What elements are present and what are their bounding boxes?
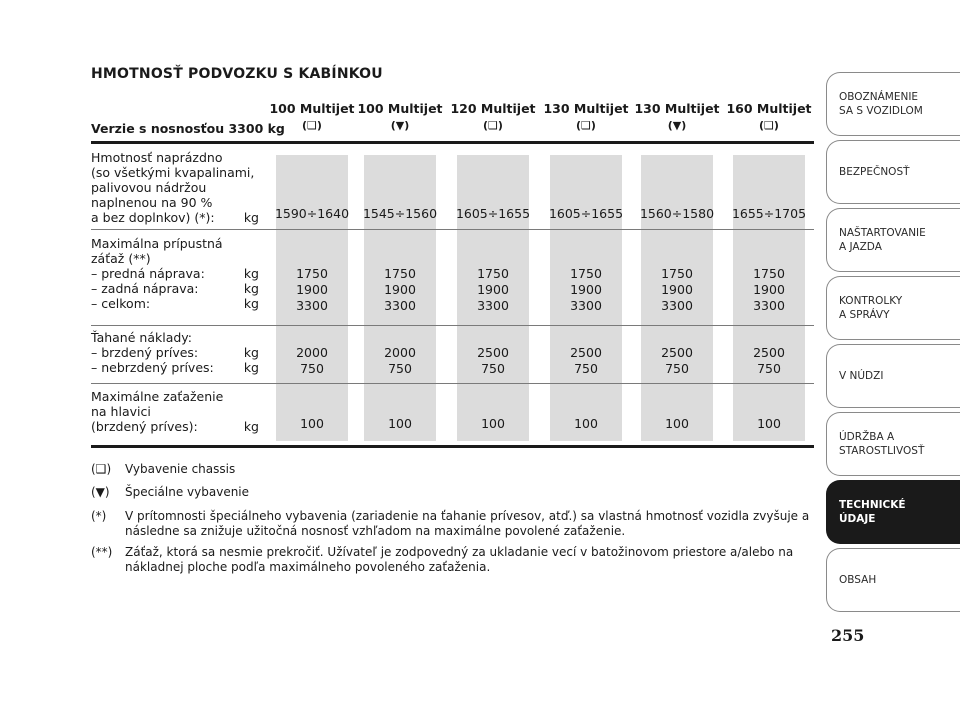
- unit-label: kg: [243, 345, 259, 360]
- value-empty-weight: 1590÷1640: [274, 206, 350, 221]
- footnote-text: Záťaž, ktorá sa nesmie prekročiť. Užívateľ je zodpovedný za ukladanie vecí v batožinovom priestore a/alebo na nákladnej ploche podľa maximálneho povoleného zaťaženia.: [125, 545, 794, 574]
- value-towing: 2500: [570, 345, 602, 360]
- value-payload: 1900: [477, 282, 509, 297]
- table-top-rule: [91, 141, 814, 144]
- sidebar-tab-label: OBSAH: [839, 574, 877, 586]
- value-towing: 2500: [477, 345, 509, 360]
- sidebar-tab-label: KONTROLKY A SPRÁVY: [839, 295, 903, 321]
- row-label-text: – predná náprava:: [91, 266, 205, 281]
- row-label-line: [91, 330, 259, 345]
- row-label-line: [91, 251, 259, 266]
- unit-label: kg: [243, 360, 259, 375]
- value-empty-weight: 1545÷1560: [362, 206, 438, 221]
- footnote: [91, 545, 811, 575]
- column-model: 100 Multijet: [357, 101, 443, 116]
- value-payload: 1900: [753, 282, 785, 297]
- value-empty-weight: 1605÷1655: [455, 206, 531, 221]
- column-equipment-mark: (▼): [390, 119, 410, 132]
- row-label-hitch-load: [91, 389, 259, 434]
- row-label-text: – zadná náprava:: [91, 281, 199, 296]
- value-hitch-load: 100: [300, 416, 324, 431]
- column-model: 130 Multijet: [543, 101, 629, 116]
- row-label-text: naplnenou na 90 %: [91, 195, 213, 210]
- footnote-mark: (*): [91, 509, 107, 523]
- sidebar-tab[interactable]: [826, 140, 960, 204]
- page-title: HMOTNOSŤ PODVOZKU S KABÍNKOU: [91, 66, 383, 82]
- column-header: [541, 100, 631, 134]
- value-empty-weight: 1605÷1655: [548, 206, 624, 221]
- column-equipment-mark: (▼): [667, 119, 687, 132]
- value-payload: 3300: [296, 298, 328, 313]
- footnote: [91, 485, 811, 500]
- value-payload: 1750: [570, 266, 602, 281]
- value-hitch-load: 100: [757, 416, 781, 431]
- value-hitch-load: 100: [388, 416, 412, 431]
- footnote-mark: (**): [91, 545, 113, 559]
- unit-label: kg: [243, 296, 259, 311]
- sidebar-tab-label: TECHNICKÉ ÚDAJE: [839, 499, 906, 525]
- variant-label: Verzie s nosnosťou 3300 kg: [91, 121, 285, 136]
- value-payload: 1900: [384, 282, 416, 297]
- row-label-empty-weight: [91, 150, 259, 225]
- row-sublabel: [91, 266, 259, 281]
- row-label-line: [91, 195, 259, 210]
- value-towing: 750: [300, 361, 324, 376]
- sidebar-tab[interactable]: [826, 344, 960, 408]
- value-towing: 750: [388, 361, 412, 376]
- row-sublabel: [91, 345, 259, 360]
- page-number: 255: [831, 626, 865, 645]
- column-header: [267, 100, 357, 134]
- row-label-payload: [91, 236, 259, 311]
- sidebar-tab[interactable]: [826, 208, 960, 272]
- value-payload: 3300: [384, 298, 416, 313]
- column-equipment-mark: (❑): [483, 119, 503, 132]
- row-label-line: [91, 236, 259, 251]
- row-label-text: na hlavici: [91, 404, 151, 419]
- row-label-line: [91, 389, 259, 404]
- row-divider: [91, 229, 814, 230]
- value-payload: 3300: [570, 298, 602, 313]
- value-payload: 1750: [296, 266, 328, 281]
- row-label-towing: [91, 330, 259, 375]
- column-model: 160 Multijet: [726, 101, 812, 116]
- value-towing: 750: [481, 361, 505, 376]
- row-label-line: [91, 150, 259, 165]
- sidebar-tab[interactable]: [826, 72, 960, 136]
- row-label-text: Maximálna prípustná: [91, 236, 223, 251]
- unit-label: kg: [243, 266, 259, 281]
- sidebar-tab-label: OBOZNÁMENIE SA S VOZIDLOM: [839, 91, 923, 117]
- unit-label: kg: [243, 419, 259, 434]
- footnote-mark: (❑): [91, 462, 112, 476]
- sidebar-tab-label: BEZPEČNOSŤ: [839, 166, 910, 178]
- row-label-text: (so všetkými kvapalinami,: [91, 165, 255, 180]
- footnote: [91, 462, 811, 477]
- sidebar-tab-label: NAŠTARTOVANIE A JAZDA: [839, 227, 926, 253]
- table-bottom-rule: [91, 445, 814, 448]
- column-equipment-mark: (❑): [759, 119, 779, 132]
- value-towing: 750: [757, 361, 781, 376]
- unit-label: kg: [243, 210, 259, 225]
- value-payload: 1750: [753, 266, 785, 281]
- column-model: 120 Multijet: [450, 101, 536, 116]
- row-label-text: (brzdený príves):: [91, 419, 198, 434]
- column-model: 130 Multijet: [634, 101, 720, 116]
- sidebar-tab[interactable]: [826, 548, 960, 612]
- row-label-text: Maximálne zaťaženie: [91, 389, 224, 404]
- footnote-text: Vybavenie chassis: [125, 462, 236, 476]
- value-hitch-load: 100: [665, 416, 689, 431]
- value-empty-weight: 1560÷1580: [639, 206, 715, 221]
- sidebar-tab[interactable]: [826, 412, 960, 476]
- value-payload: 3300: [753, 298, 785, 313]
- sidebar-tab[interactable]: [826, 276, 960, 340]
- row-label-line: [91, 165, 259, 180]
- value-payload: 3300: [477, 298, 509, 313]
- column-header: [632, 100, 722, 134]
- row-divider: [91, 383, 814, 384]
- footnote: [91, 509, 811, 539]
- footnote-text: Špeciálne vybavenie: [125, 485, 250, 499]
- row-label-text: a bez doplnkov) (*):: [91, 210, 215, 225]
- value-empty-weight: 1655÷1705: [731, 206, 807, 221]
- sidebar-tab[interactable]: [826, 480, 960, 544]
- value-towing: 2000: [296, 345, 328, 360]
- row-label-line: [91, 180, 259, 195]
- unit-label: kg: [243, 281, 259, 296]
- row-sublabel: [91, 360, 259, 375]
- sidebar-tab-label: V NÚDZI: [839, 370, 884, 382]
- value-payload: 1750: [661, 266, 693, 281]
- footnote-text: V prítomnosti špeciálneho vybavenia (zariadenie na ťahanie prívesov, atď.) sa vlastná hmotnosť vozidla zvyšuje a následne sa znižuje užitočná nosnosť vzhľadom na maximálne povolené zaťaženie.: [125, 509, 810, 538]
- row-label-line: [91, 419, 259, 434]
- row-label-line: [91, 210, 259, 225]
- sidebar-tab-label: ÚDRŽBA A STAROSTLIVOSŤ: [839, 431, 925, 457]
- column-header: [448, 100, 538, 134]
- value-towing: 750: [665, 361, 689, 376]
- row-label-text: – celkom:: [91, 296, 151, 311]
- row-label-text: palivovou nádržou: [91, 180, 207, 195]
- row-label-line: [91, 404, 259, 419]
- value-hitch-load: 100: [481, 416, 505, 431]
- value-towing: 750: [574, 361, 598, 376]
- value-towing: 2500: [753, 345, 785, 360]
- row-label-text: – nebrzdený príves:: [91, 360, 214, 375]
- column-header: [724, 100, 814, 134]
- column-equipment-mark: (❑): [576, 119, 596, 132]
- column-model: 100 Multijet: [269, 101, 355, 116]
- footnote-mark: (▼): [91, 485, 110, 499]
- value-payload: 3300: [661, 298, 693, 313]
- row-sublabel: [91, 296, 259, 311]
- column-header: [355, 100, 445, 134]
- value-payload: 1900: [296, 282, 328, 297]
- value-towing: 2000: [384, 345, 416, 360]
- row-label-text: záťaž (**): [91, 251, 151, 266]
- column-equipment-mark: (❑): [302, 119, 322, 132]
- value-towing: 2500: [661, 345, 693, 360]
- value-hitch-load: 100: [574, 416, 598, 431]
- row-label-text: – brzdený príves:: [91, 345, 199, 360]
- value-payload: 1750: [477, 266, 509, 281]
- value-payload: 1900: [570, 282, 602, 297]
- value-payload: 1750: [384, 266, 416, 281]
- row-sublabel: [91, 281, 259, 296]
- row-label-text: Ťahané náklady:: [91, 330, 192, 345]
- value-payload: 1900: [661, 282, 693, 297]
- row-divider: [91, 325, 814, 326]
- row-label-text: Hmotnosť naprázdno: [91, 150, 223, 165]
